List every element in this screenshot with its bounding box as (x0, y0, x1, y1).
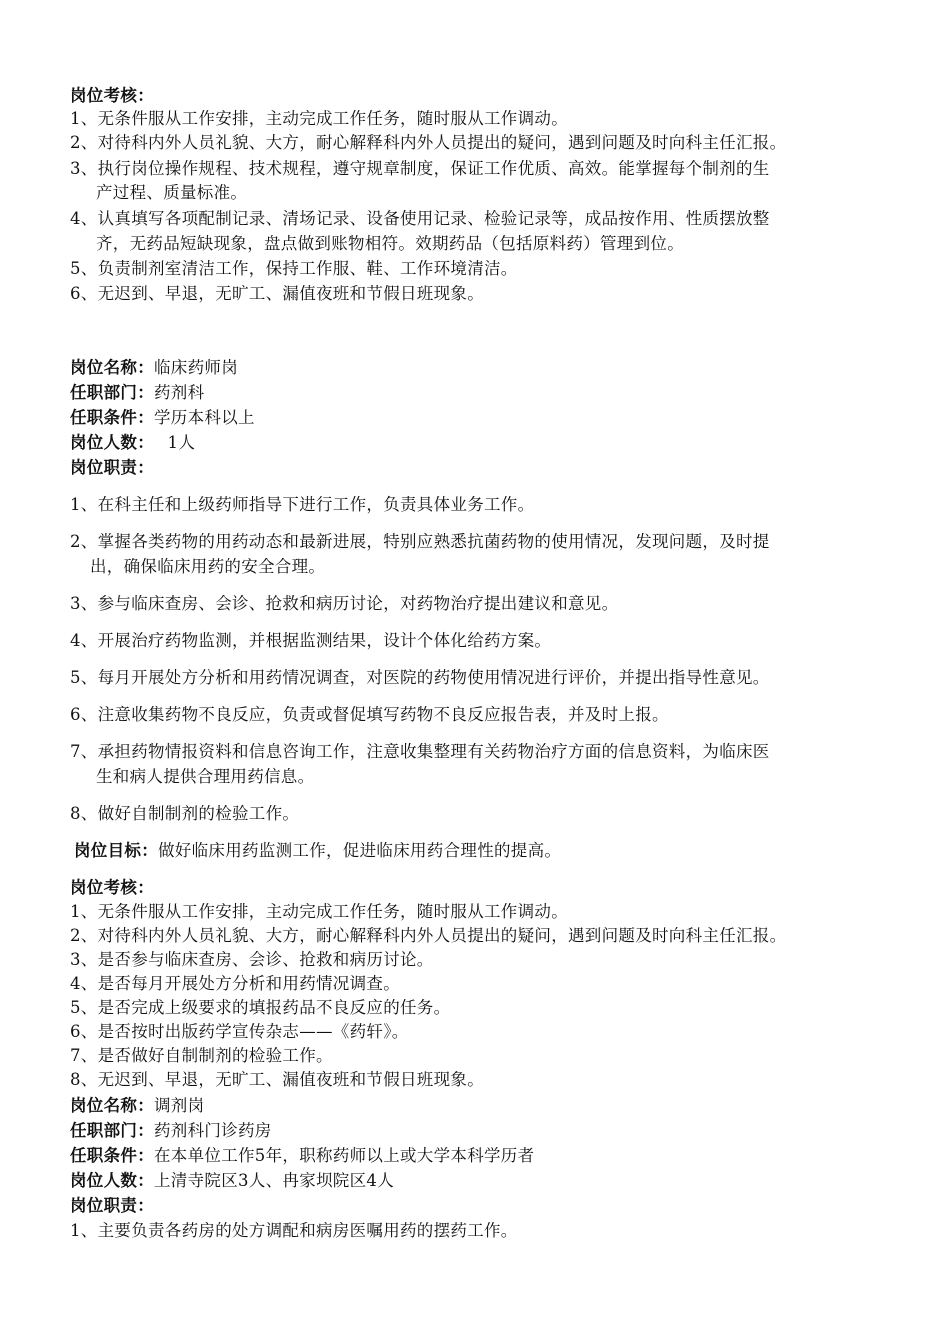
duty-item-cont: 生和病人提供合理用药信息。 (96, 767, 315, 786)
kaohe-item: 4、是否每月开展处方分析和用药情况调查。 (70, 974, 400, 993)
kaohe-item-cont: 产过程、质量标准。 (96, 183, 248, 202)
post-cond-value: 学历本科以上 (154, 408, 255, 427)
kaohe-item: 6、无迟到、早退，无旷工、漏值夜班和节假日班现象。 (70, 284, 484, 303)
post-dept-label: 任职部门： (70, 383, 154, 402)
post-cond-row (70, 406, 255, 430)
duty-item: 1、在科主任和上级药师指导下进行工作，负责具体业务工作。 (70, 495, 535, 514)
duty-item: 4、开展治疗药物监测，并根据监测结果，设计个体化给药方案。 (70, 631, 552, 650)
kaohe-heading: 岗位考核： (70, 86, 154, 105)
kaohe-item: 4、认真填写各项配制记录、清场记录、设备使用记录、检验记录等，成品按作用、性质摆放整 (70, 209, 770, 228)
post-count-row (70, 431, 195, 455)
post-name-value: 调剂岗 (154, 1096, 205, 1115)
duty-item: 3、参与临床查房、会诊、抢救和病历讨论，对药物治疗提出建议和意见。 (70, 594, 619, 613)
post-dept-value: 药剂科门诊药房 (154, 1121, 272, 1140)
post-cond-label: 任职条件： (70, 408, 154, 427)
post-name-row (70, 1094, 204, 1118)
post-count-value: 上清寺院区3人、冉家坝院区4人 (154, 1171, 394, 1190)
post-cond-label: 任职条件： (70, 1146, 154, 1165)
duty-item: 2、掌握各类药物的用药动态和最新进展，特别应熟悉抗菌药物的使用情况，发现问题，及时提 (70, 532, 770, 551)
kaohe-item: 3、执行岗位操作规程、技术规程，遵守规章制度，保证工作优质、高效。能掌握每个制剂的生 (70, 159, 770, 178)
post-count-row (70, 1169, 394, 1193)
kaohe-item: 3、是否参与临床查房、会诊、抢救和病历讨论。 (70, 950, 434, 969)
duty-item: 5、每月开展处方分析和用药情况调查，对医院的药物使用情况进行评价，并提出指导性意见。 (70, 668, 770, 687)
kaohe-item: 8、无迟到、早退，无旷工、漏值夜班和节假日班现象。 (70, 1070, 484, 1089)
post-goal-label: 岗位目标： (74, 841, 158, 860)
duty-heading: 岗位职责： (70, 458, 154, 477)
kaohe-item: 6、是否按时出版药学宣传杂志——《药轩》。 (70, 1022, 409, 1041)
kaohe-item: 2、对待科内外人员礼貌、大方，耐心解释科内外人员提出的疑问，遇到问题及时向科主任汇报。 (70, 133, 787, 152)
duty-item-cont: 出，确保临床用药的安全合理。 (90, 557, 326, 576)
post-goal-row (74, 839, 561, 863)
kaohe-heading: 岗位考核： (70, 878, 154, 897)
kaohe-item: 5、负责制剂室清洁工作，保持工作服、鞋、工作环境清洁。 (70, 259, 518, 278)
duty-heading: 岗位职责： (70, 1196, 154, 1215)
post-name-label: 岗位名称： (70, 358, 154, 377)
duty-item: 7、承担药物情报资料和信息咨询工作，注意收集整理有关药物治疗方面的信息资料，为临床医 (70, 742, 770, 761)
kaohe-item: 1、无条件服从工作安排，主动完成工作任务，随时服从工作调动。 (70, 109, 568, 128)
duty-item: 8、做好自制制剂的检验工作。 (70, 804, 300, 823)
post-count-label: 岗位人数： (70, 1171, 154, 1190)
post-dept-row (70, 381, 204, 405)
post-goal-value: 做好临床用药监测工作，促进临床用药合理性的提高。 (158, 841, 562, 860)
kaohe-item: 2、对待科内外人员礼貌、大方，耐心解释科内外人员提出的疑问，遇到问题及时向科主任汇报。 (70, 926, 787, 945)
post-cond-value: 在本单位工作5年，职称药师以上或大学本科学历者 (154, 1146, 535, 1165)
post-name-label: 岗位名称： (70, 1096, 154, 1115)
post-count-label: 岗位人数： (70, 433, 154, 452)
duty-item: 6、注意收集药物不良反应，负责或督促填写药物不良反应报告表，并及时上报。 (70, 705, 669, 724)
post-count-value: 1人 (162, 433, 196, 452)
kaohe-item: 5、是否完成上级要求的填报药品不良反应的任务。 (70, 998, 451, 1017)
duty-item: 1、主要负责各药房的处方调配和病房医嘱用药的摆药工作。 (70, 1221, 518, 1240)
kaohe-item-cont: 齐，无药品短缺现象，盘点做到账物相符。效期药品（包括原料药）管理到位。 (96, 234, 684, 253)
kaohe-item: 1、无条件服从工作安排，主动完成工作任务，随时服从工作调动。 (70, 902, 568, 921)
post-dept-label: 任职部门： (70, 1121, 154, 1140)
post-name-row (70, 356, 238, 380)
post-dept-value: 药剂科 (154, 383, 205, 402)
post-name-value: 临床药师岗 (154, 358, 238, 377)
post-cond-row (70, 1144, 534, 1168)
kaohe-item: 7、是否做好自制制剂的检验工作。 (70, 1046, 333, 1065)
post-dept-row (70, 1119, 272, 1143)
